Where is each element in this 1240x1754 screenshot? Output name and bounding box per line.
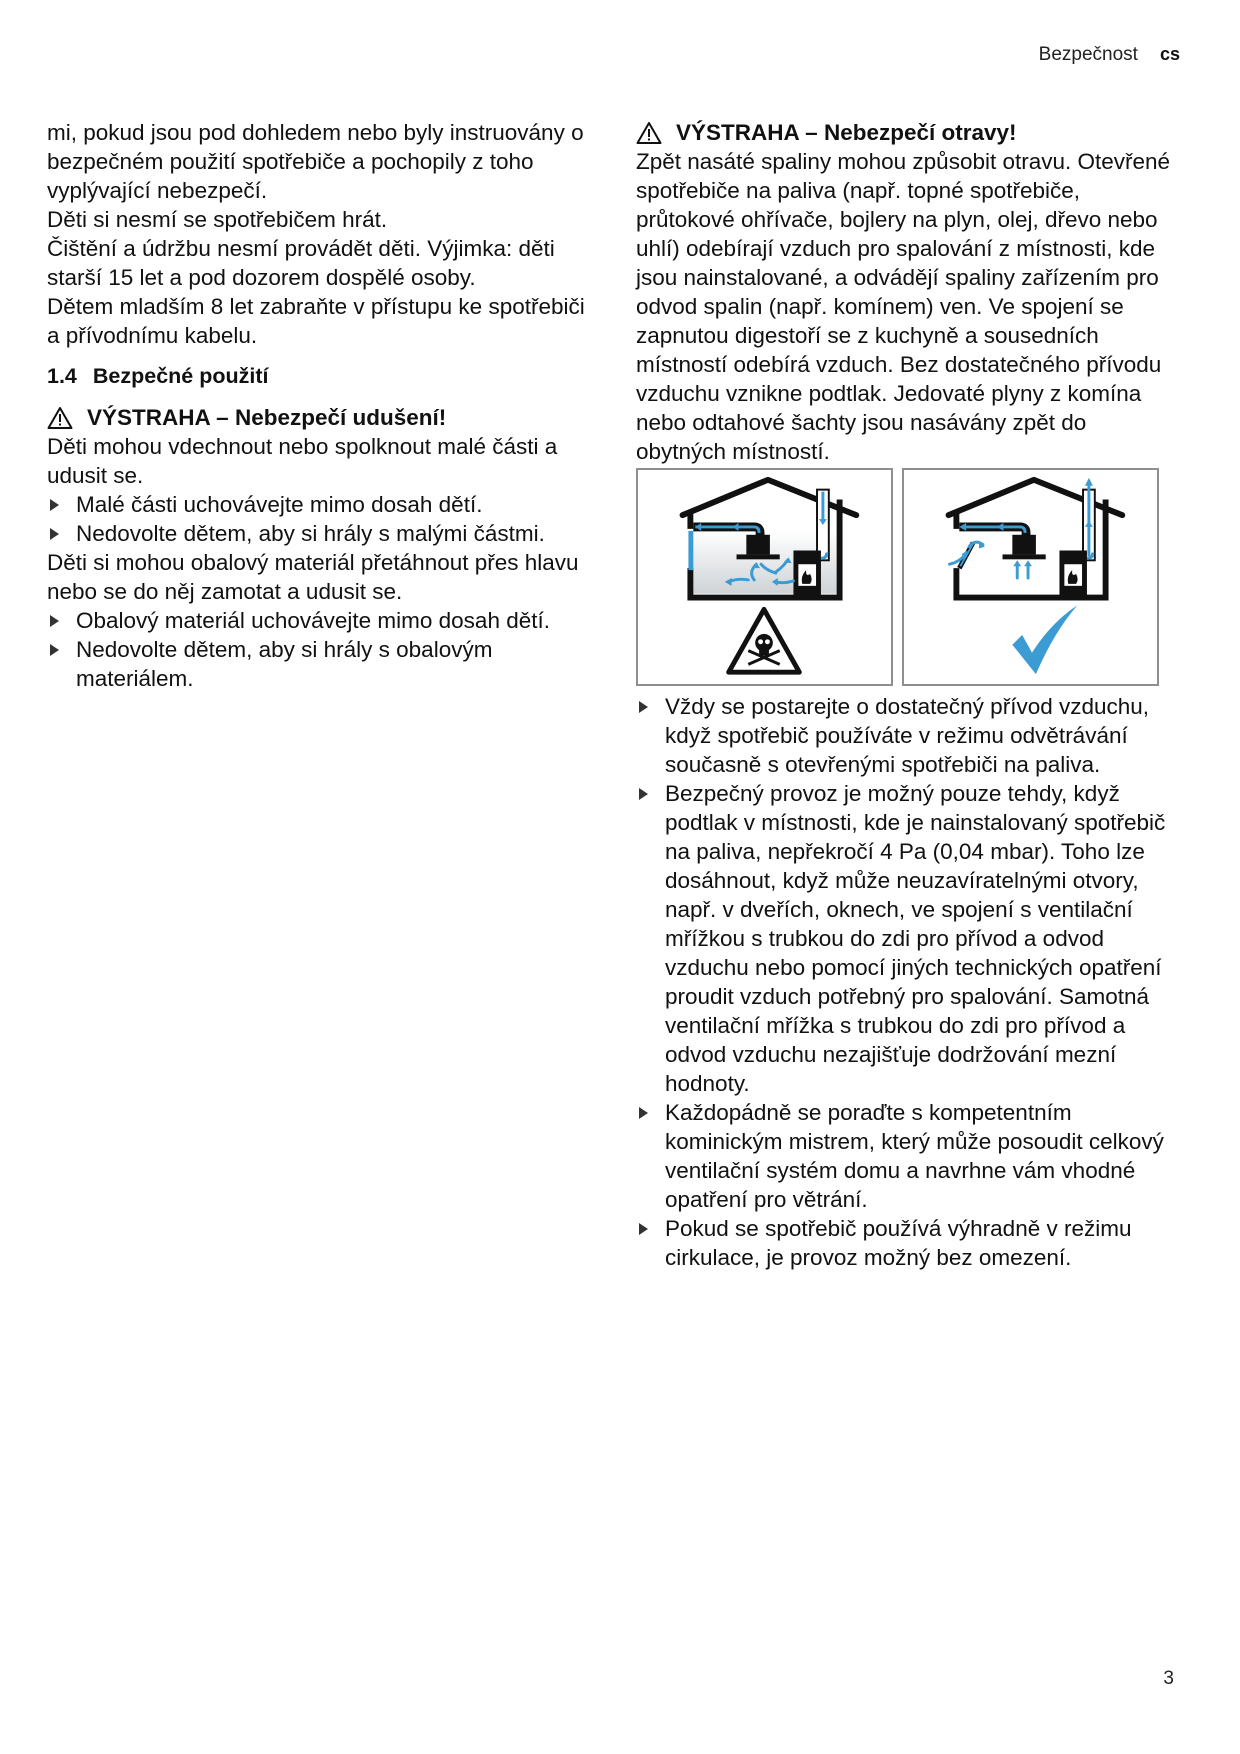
warning-triangle-icon xyxy=(636,121,662,145)
bullet-triangle-icon xyxy=(50,615,59,627)
house-diagram-good xyxy=(904,470,1157,684)
house-with-air-supply-illustration xyxy=(902,468,1159,686)
bullet-triangle-icon xyxy=(50,644,59,656)
list-item xyxy=(636,692,1176,779)
bullet-triangle-icon xyxy=(639,1223,648,1235)
house-diagram-bad xyxy=(638,470,891,684)
warning-heading-poisoning xyxy=(636,118,1176,147)
warning-triangle-icon xyxy=(47,406,73,430)
list-item xyxy=(47,519,587,548)
list-item xyxy=(636,779,1176,1098)
bullet-triangle-icon xyxy=(639,788,648,800)
bullet-triangle-icon xyxy=(50,528,59,540)
list-item-text: Malé části uchovávejte mimo dosah dětí. xyxy=(76,492,483,517)
section-number: 1.4 xyxy=(47,364,77,388)
warning-heading-suffocation xyxy=(47,403,587,432)
page-number: 3 xyxy=(1163,1668,1174,1689)
paragraph: Děti si nesmí se spotřebičem hrát. xyxy=(47,207,388,232)
list-item-text: Obalový materiál uchovávejte mimo dosah dětí. xyxy=(76,608,550,633)
bullet-triangle-icon xyxy=(639,1107,648,1119)
bullet-list xyxy=(47,490,587,548)
house-without-air-supply-illustration xyxy=(636,468,893,686)
header-section-title: Bezpečnost xyxy=(1038,44,1138,65)
bullet-list xyxy=(636,692,1176,1272)
list-item-text: Každopádně se poraďte s kompetentním kominickým mistrem, který může posoudit celkový ventilační systém domu a navrhne vám vhodné opatření pro větrání. xyxy=(665,1100,1164,1212)
skull-crossbones-warning-icon xyxy=(729,609,800,672)
section-title: Bezpečné použití xyxy=(92,364,269,388)
list-item xyxy=(47,490,587,519)
left-column xyxy=(47,118,587,693)
running-header xyxy=(1039,44,1180,66)
list-item xyxy=(636,1214,1176,1272)
paragraph: Děti si mohou obalový materiál přetáhnout přes hlavu nebo se do něj zamotat a udusit se. xyxy=(47,550,579,604)
list-item-text: Vždy se postarejte o dostatečný přívod vzduchu, když spotřebič používáte v režimu odvětrávání současně s otevřenými spotřebiči na paliva. xyxy=(665,694,1150,777)
right-column xyxy=(636,118,1176,1272)
header-language-code: cs xyxy=(1159,44,1180,64)
figure-pair xyxy=(636,468,1176,686)
paragraph: Dětem mladším 8 let zabraňte v přístupu ke spotřebiči a přívodnímu kabelu. xyxy=(47,294,585,348)
list-item xyxy=(636,1098,1176,1214)
list-item-text: Nedovolte dětem, aby si hrály s malými částmi. xyxy=(76,521,545,546)
list-item-text: Nedovolte dětem, aby si hrály s obalovým materiálem. xyxy=(76,637,493,691)
list-item-text: Bezpečný provoz je možný pouze tehdy, když podtlak v místnosti, kde je nainstalovaný spotřebič na paliva, nepřekročí 4 Pa (0,04 mbar). Toho lze dosáhnout, když může neuzavíratelnými otvory, např. v dveřích, oknech, ve spojení s ventilační mřížkou s trubkou do zdi pro přívod a odvod vzduchu nebo pomocí jiných technických opatření proudit vzduch potřebný pro spalování. Samotná ventilační mřížka s trubkou do zdi pro přívod a odvod vzduchu nezajišťuje dodržování mezní hodnoty. xyxy=(665,781,1166,1096)
checkmark-icon xyxy=(1012,605,1077,674)
list-item-text: Pokud se spotřebič používá výhradně v režimu cirkulace, je provoz možný bez omezení. xyxy=(665,1216,1132,1270)
bullet-triangle-icon xyxy=(50,499,59,511)
paragraph: Zpět nasáté spaliny mohou způsobit otravu. Otevřené spotřebiče na paliva (např. topné spotřebiče, průtokové ohřívače, bojlery na plyn, olej, dřevo nebo uhlí) odebírají vzduch pro spalování z místnosti, kde jsou nainstalované, a odvádějí spaliny zařízením pro odvod spalin (např. komínem) ven. Ve spojení se zapnutou digestoří se z kuchyně a sousedních místností odebírá vzduch. Bez dostatečného přívodu vzduchu vznikne podtlak. Jedovaté plyny z komína nebo odtahové šachty jsou nasávány zpět do obytných místností. xyxy=(636,149,1171,464)
list-item xyxy=(47,606,587,635)
warning-title: VÝSTRAHA – Nebezpečí udušení! xyxy=(87,405,447,430)
bullet-triangle-icon xyxy=(639,701,648,713)
paragraph: Děti mohou vdechnout nebo spolknout malé části a udusit se. xyxy=(47,434,558,488)
paragraph: Čištění a údržbu nesmí provádět děti. Výjimka: děti starší 15 let a pod dozorem dospělé osoby. xyxy=(47,236,555,290)
section-heading xyxy=(47,362,587,391)
warning-title: VÝSTRAHA – Nebezpečí otravy! xyxy=(676,120,1017,145)
list-item xyxy=(47,635,587,693)
bullet-list xyxy=(47,606,587,693)
paragraph: mi, pokud jsou pod dohledem nebo byly instruovány o bezpečném použití spotřebiče a pochopily z toho vyplývající nebezpečí. xyxy=(47,120,584,203)
